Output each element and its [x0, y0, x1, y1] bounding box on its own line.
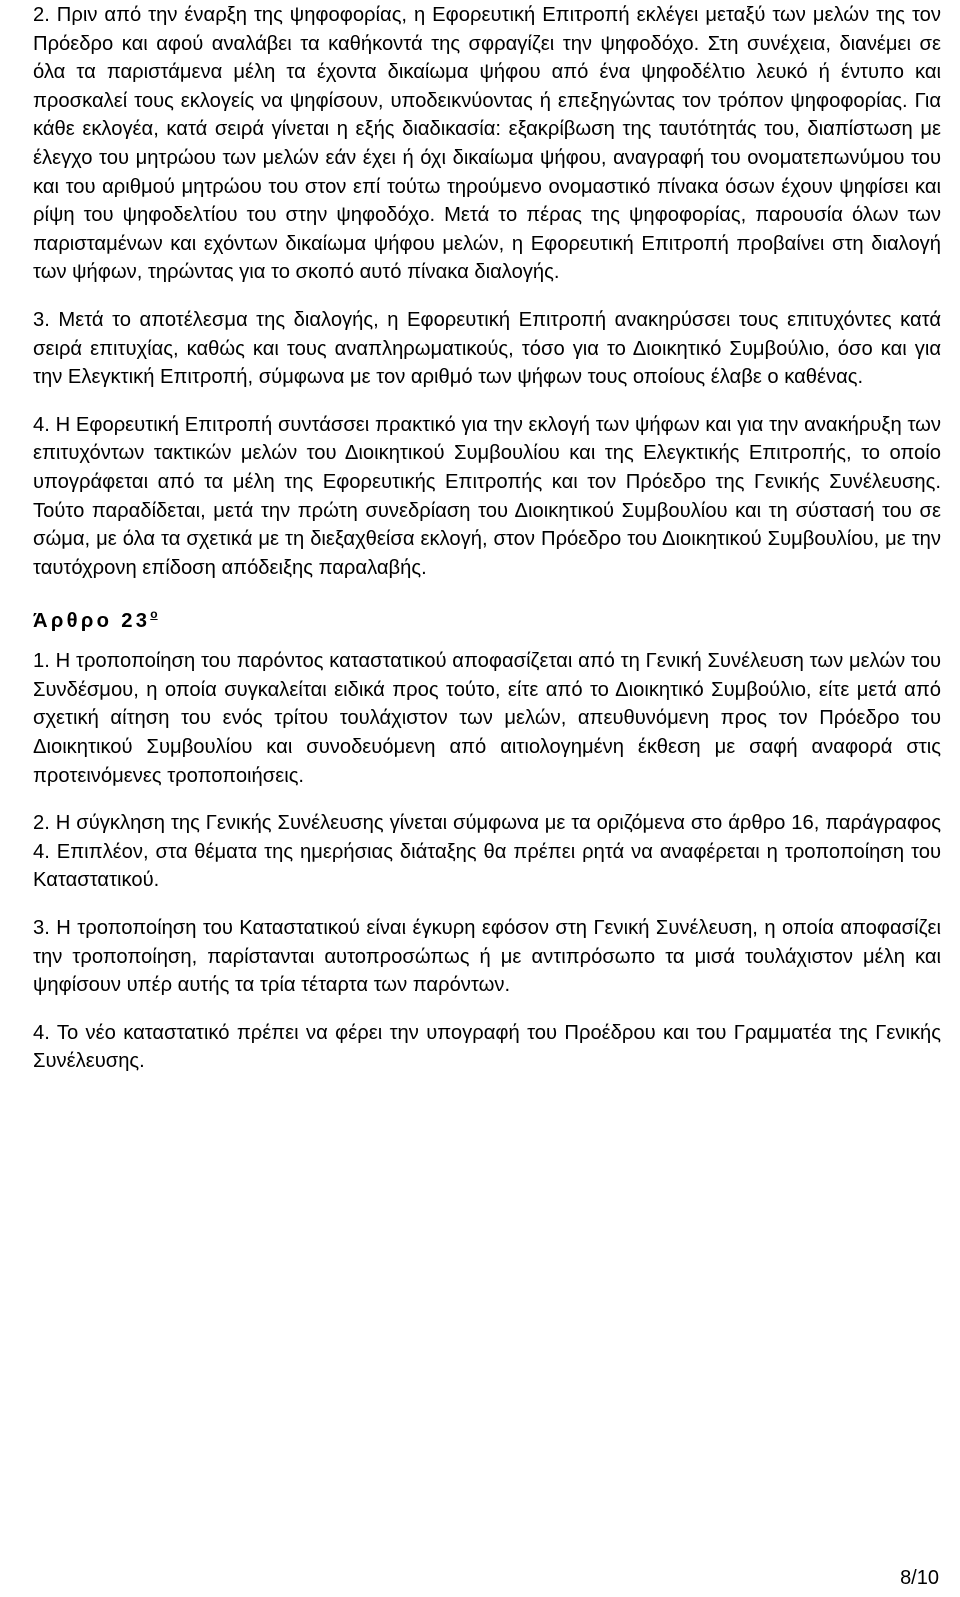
article-paragraph-3: 3. Η τροποποίηση του Καταστατικού είναι έγκυρη εφόσον στη Γενική Συνέλευση, η οποία αποφασίζει την τροποποίηση, παρίστανται αυτοπροσώπως ή με αντιπρόσωπο τα μισά τουλάχιστον μέλη και ψηφίσουν υπέρ αυτής τα τρία τέταρτα των παρόντων.: [33, 917, 941, 997]
paragraph-3: 3. Μετά το αποτέλεσμα της διαλογής, η Εφορευτική Επιτροπή ανακηρύσσει τους επιτυχόντες κατά σειρά επιτυχίας, καθώς και τους αναπληρωματικούς, τόσο για το Διοικητικό Συμβούλιο, όσο και για την Ελεγκτική Επιτροπή, σύμφωνα με τον αριθμό των ψήφων τους οποίους έλαβε ο καθένας.: [33, 308, 941, 389]
article-paragraph-1: 1. Η τροποποίηση του παρόντος καταστατικού αποφασίζεται από τη Γενική Συνέλευση των μελών του Συνδέσμου, η οποία συγκαλείται ειδικά προς τούτο, είτε από το Διοικητικό Συμβούλιο, είτε μετά από σχετική αίτηση του ενός τρίτου τουλάχιστον των μελών, απευθυνόμενη προς τον Πρόεδρο του Διοικητικού Συμβουλίου και συνοδευόμενη από αιτιολογημένη έκθεση με σαφή αναφορά στις προτεινόμενες τροποποιήσεις.: [33, 650, 941, 787]
document-page: [33, 0, 941, 1076]
paragraph-2: 2. Πριν από την έναρξη της ψηφοφορίας, η Εφορευτική Επιτροπή εκλέγει μεταξύ των μελών της τον Πρόεδρο και αφού αναλάβει τα καθήκοντά της σφραγίζει την ψηφοδόχο. Στη συνέχεια, διανέμει σε όλα τα παριστάμενα μέλη τα έχοντα δικαίωμα ψήφου από ένα ψηφοδέλτιο λευκό ή έντυπο και προσκαλεί τους εκλογείς να ψηφίσουν, υποδεικνύοντας ή επεξηγώντας τον τρόπον ψηφοφορίας. Για κάθε εκλογέα, κατά σειρά γίνεται η εξής διαδικασία: εξακρίβωση της ταυτότητάς του, διαπίστωση με έλεγχο του μητρώου των μελών εάν έχει ή όχι δικαίωμα ψήφου, αναγραφή του ονοματεπωνύμου του και του αριθμού μητρώου του στον επί τούτω τηρούμενο ονομαστικό πίνακα όσων έχουν ψηφίσει και ρίψη του ψηφοδελτίου του στην ψηφοδόχο. Μετά το πέρας της ψηφοφορίας, παρουσία όλων των παρισταμένων και εχόντων δικαίωμα ψήφου μελών, η Εφορευτική Επιτροπή προβαίνει στη διαλογή των ψήφων, τηρώντας για το σκοπό αυτό πίνακα διαλογής.: [33, 4, 941, 284]
article-heading-ordinal: ο: [150, 607, 158, 622]
article-paragraph-4: 4. Το νέο καταστατικό πρέπει να φέρει την υπογραφή του Προέδρου και του Γραμματέα της Γενικής Συνέλευσης.: [33, 1021, 941, 1073]
article-heading: [33, 600, 941, 633]
paragraph-4: 4. Η Εφορευτική Επιτροπή συντάσσει πρακτικό για την εκλογή των ψήφων και για την ανακήρυξη των επιτυχόντων τακτικών μελών του Διοικητικού Συμβουλίου και της Ελεγκτικής Επιτροπής, το οποίο υπογράφεται από τα μέλη της Εφορευτικής Επιτροπής και τον Πρόεδρο της Γενικής Συνέλευσης. Τούτο παραδίδεται, μετά την πρώτη συνεδρίαση του Διοικητικού Συμβουλίου και τη σύστασή του σε σώμα, με όλα τα σχετικά με τη διεξαχθείσα εκλογή, στον Πρόεδρο του Διοικητικού Συμβουλίου, με την ταυτόχρονη επίδοση απόδειξης παραλαβής.: [33, 413, 941, 579]
page-number: 8/10: [900, 1567, 939, 1589]
article-heading-main: Άρθρο 23: [33, 610, 151, 633]
article-paragraph-2: 2. Η σύγκληση της Γενικής Συνέλευσης γίνεται σύμφωνα με τα οριζόμενα στο άρθρο 16, παράγραφος 4. Επιπλέον, στα θέματα της ημερήσιας διάταξης θα πρέπει ρητά να αναφέρεται η τροποποίηση του Καταστατικού.: [33, 812, 941, 892]
